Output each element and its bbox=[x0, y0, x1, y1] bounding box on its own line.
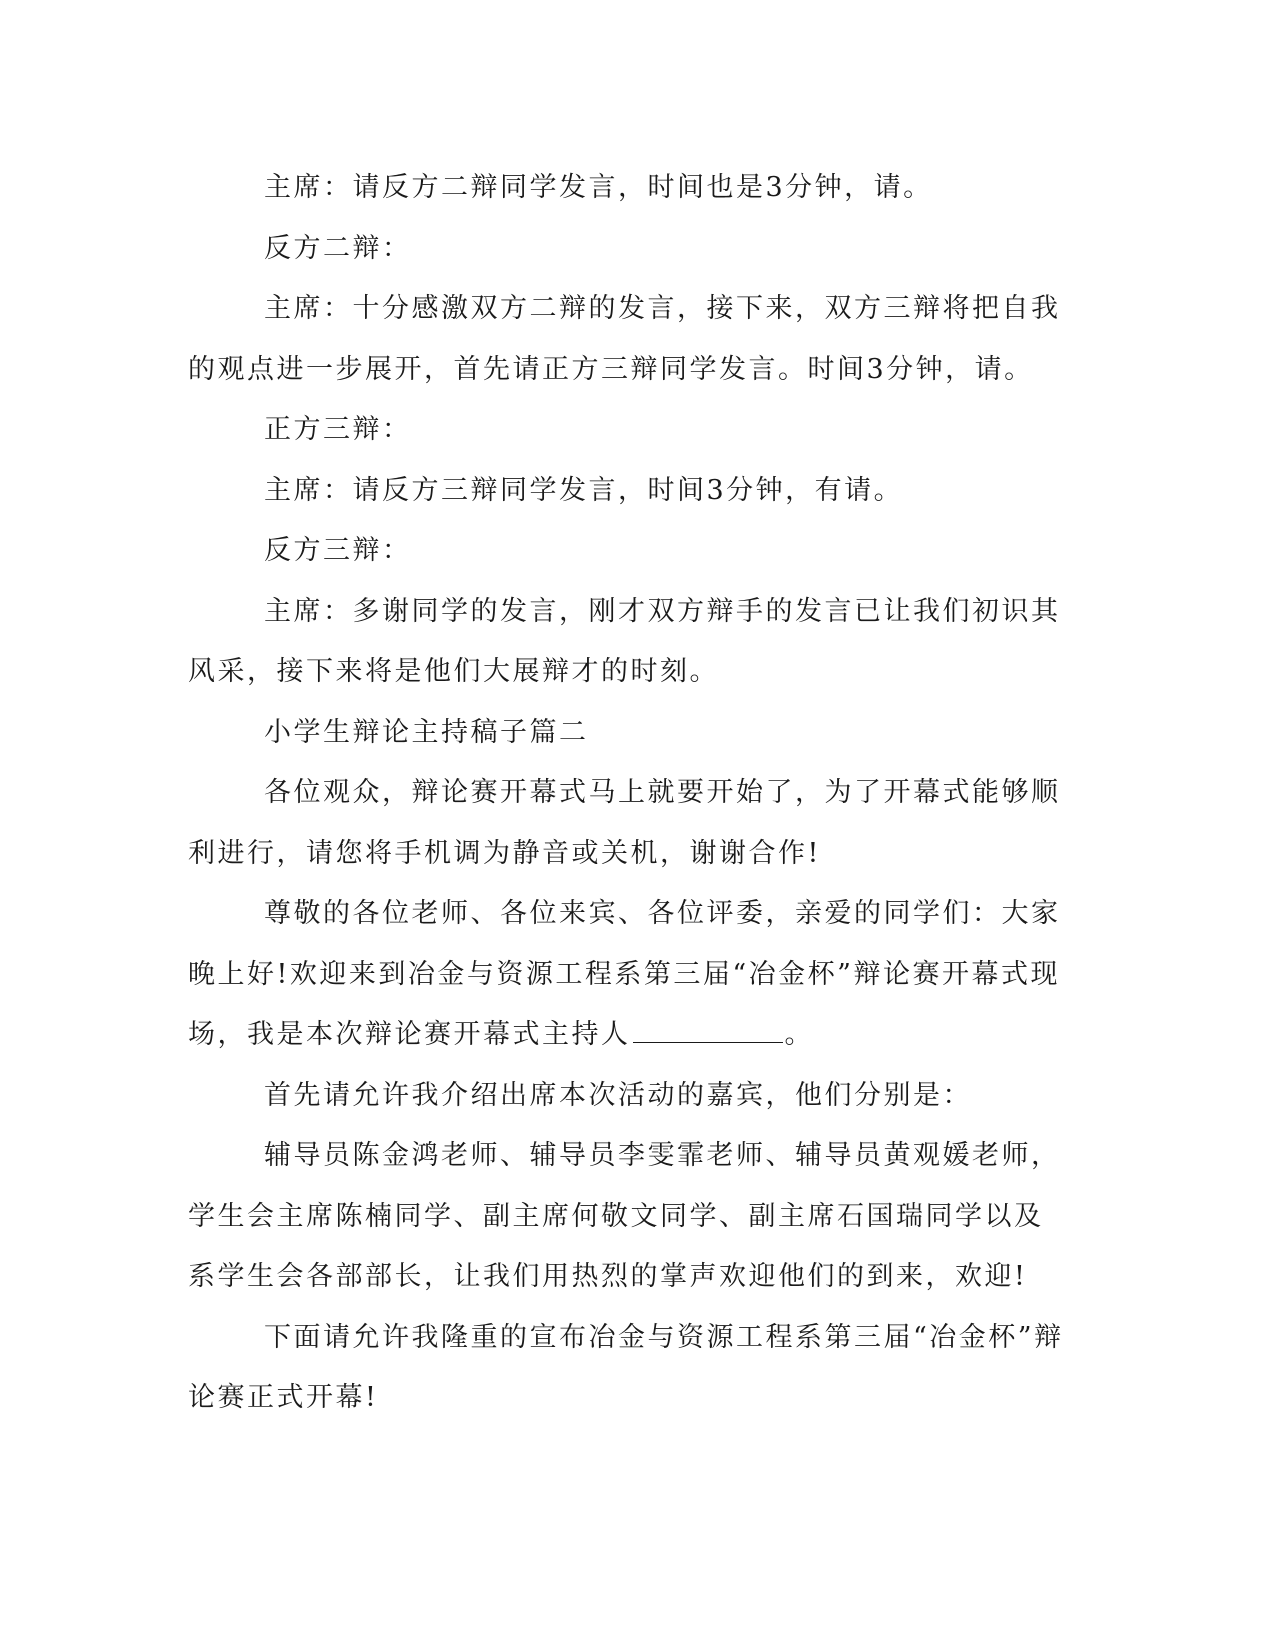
document-body bbox=[188, 158, 1068, 1429]
paragraph: 正方三辩： bbox=[264, 414, 412, 445]
section-heading: 小学生辩论主持稿子篇二 bbox=[264, 716, 589, 748]
paragraph: 主席：请反方三辩同学发言，时间3分钟，有请。 bbox=[264, 474, 904, 506]
host-intro-end: 。 bbox=[784, 1019, 814, 1050]
paragraph: 各位观众，辩论赛开幕式马上就要开始了，为了开幕式能够顺利进行，请您将手机调为静音或关机，谢谢合作! bbox=[188, 777, 1061, 869]
paragraph: 主席：十分感激双方二辩的发言，接下来，双方三辩将把自我的观点进一步展开，首先请正方三辩同学发言。时间3分钟，请。 bbox=[188, 293, 1061, 385]
greeting-text: 尊敬的各位老师、各位来宾、各位评委，亲爱的同学们：大家晚上好!欢迎来到冶金与资源工程系第三届“冶金杯”辩论赛开幕式现场， bbox=[188, 898, 1061, 1050]
paragraph: 主席：多谢同学的发言，刚才双方辩手的发言已让我们初识其风采，接下来将是他们大展辩才的时刻。 bbox=[188, 595, 1061, 687]
paragraph: 首先请允许我介绍出席本次活动的嘉宾，他们分别是： bbox=[264, 1079, 972, 1111]
paragraph: 辅导员陈金鸿老师、辅导员李雯霏老师、辅导员黄观媛老师，学生会主席陈楠同学、副主席何敬文同学、副主席石国瑞同学以及系学生会各部部长，让我们用热烈的掌声欢迎他们的到来，欢迎! bbox=[188, 1140, 1061, 1292]
paragraph-greeting bbox=[188, 884, 1068, 1066]
host-name-blank bbox=[633, 1020, 783, 1043]
paragraph: 主席：请反方二辩同学发言，时间也是3分钟，请。 bbox=[264, 172, 933, 203]
paragraph: 反方三辩： bbox=[264, 535, 412, 566]
host-intro-text: 我是本次辩论赛开幕式主持人 bbox=[247, 1019, 631, 1050]
paragraph: 反方二辩： bbox=[264, 232, 412, 264]
paragraph: 下面请允许我隆重的宣布冶金与资源工程系第三届“冶金杯”辩论赛正式开幕! bbox=[188, 1321, 1064, 1413]
